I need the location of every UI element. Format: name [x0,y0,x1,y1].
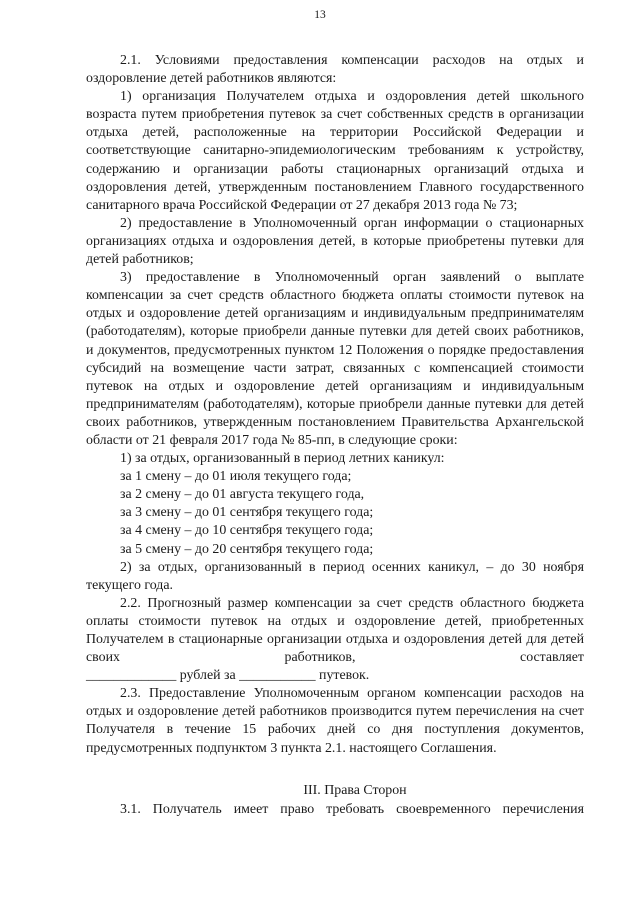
deadline-shift-5: за 5 смену – до 20 сентября текущего года; [120,541,374,557]
compensation-amount-line: _____________ рублей за ___________ путевок. [86,668,370,684]
paragraph-condition-1: 1) организация Получателем отдыха и оздоровления детей школьного возраста путем приобретения путевок за счет собственных средств в организации отдыха детей, расположенные на территории Российской Федерации и соответствующие санитарно-эпидемиологическим требованиям к устройству, содержанию и организации работы стационарных организаций отдыха и оздоровления детей, утвержденным постановлением Главного государственного санитарного врача Российской Федерации от 27 декабря 2013 года № 73; [86,89,584,213]
deadline-autumn: 2) за отдых, организованный в период осенних каникул, – до 30 ноября текущего года. [86,559,584,593]
deadline-shift-4: за 4 смену – до 10 сентября текущего года; [120,523,374,539]
deadline-summer-heading: 1) за отдых, организованный в период летних каникул: [120,451,445,467]
deadline-shift-2: за 2 смену – до 01 августа текущего года, [120,487,365,503]
deadline-shift-3: за 3 смену – до 01 сентября текущего года; [120,505,374,521]
paragraph-condition-2: 2) предоставление в Уполномоченный орган информации о стационарных организациях отдыха и оздоровления детей, в которые приобретены путевки для детей работников; [86,215,584,268]
deadline-shift-1: за 1 смену – до 01 июля текущего года; [120,469,352,485]
paragraph-3-1: 3.1. Получатель имеет право требовать своевременного перечисления [120,801,584,817]
page-number: 13 [314,9,326,21]
paragraph-2-1-intro: 2.1. Условиями предоставления компенсации расходов на отдых и оздоровление детей работников являются: [86,53,584,87]
paragraph-2-3: 2.3. Предоставление Уполномоченным органом компенсации расходов на отдых и оздоровление детей работников производится путем перечисления на счет Получателя в течение 15 рабочих дней со дня поступления документов, предусмотренных подпунктом 3 пункта 2.1. настоящего Соглашения. [86,686,584,756]
paragraph-2-2: 2.2. Прогнозный размер компенсации за счет средств областного бюджета оплаты стоимости путевок на отдых и оздоровление детей, приобретенных Получателем в стационарные организации отдыха и оздоровления детей для детей своих работников, составляет [86,595,584,666]
section-heading-rights: III. Права Сторон [303,782,407,798]
document-body [86,52,584,819]
paragraph-condition-3: 3) предоставление в Уполномоченный орган заявлений о выплате компенсации за счет средств областного бюджета оплаты стоимости путевок на отдых и оздоровление детей организациям и индивидуальным предпринимателям (работодателям), которые приобрели данные путевки для детей своих работников, и документов, предусмотренных пунктом 12 Положения о порядке предоставления субсидий на возмещение части затрат, связанных с компенсацией стоимости путевок на отдых и оздоровление детей организациям и индивидуальным предпринимателям (работодателям), которые приобрели данные путевки для детей своих работников, утвержденным постановлением Правительства Архангельской области от 21 февраля 2017 года № 85-пп, в следующие сроки: [86,270,584,448]
